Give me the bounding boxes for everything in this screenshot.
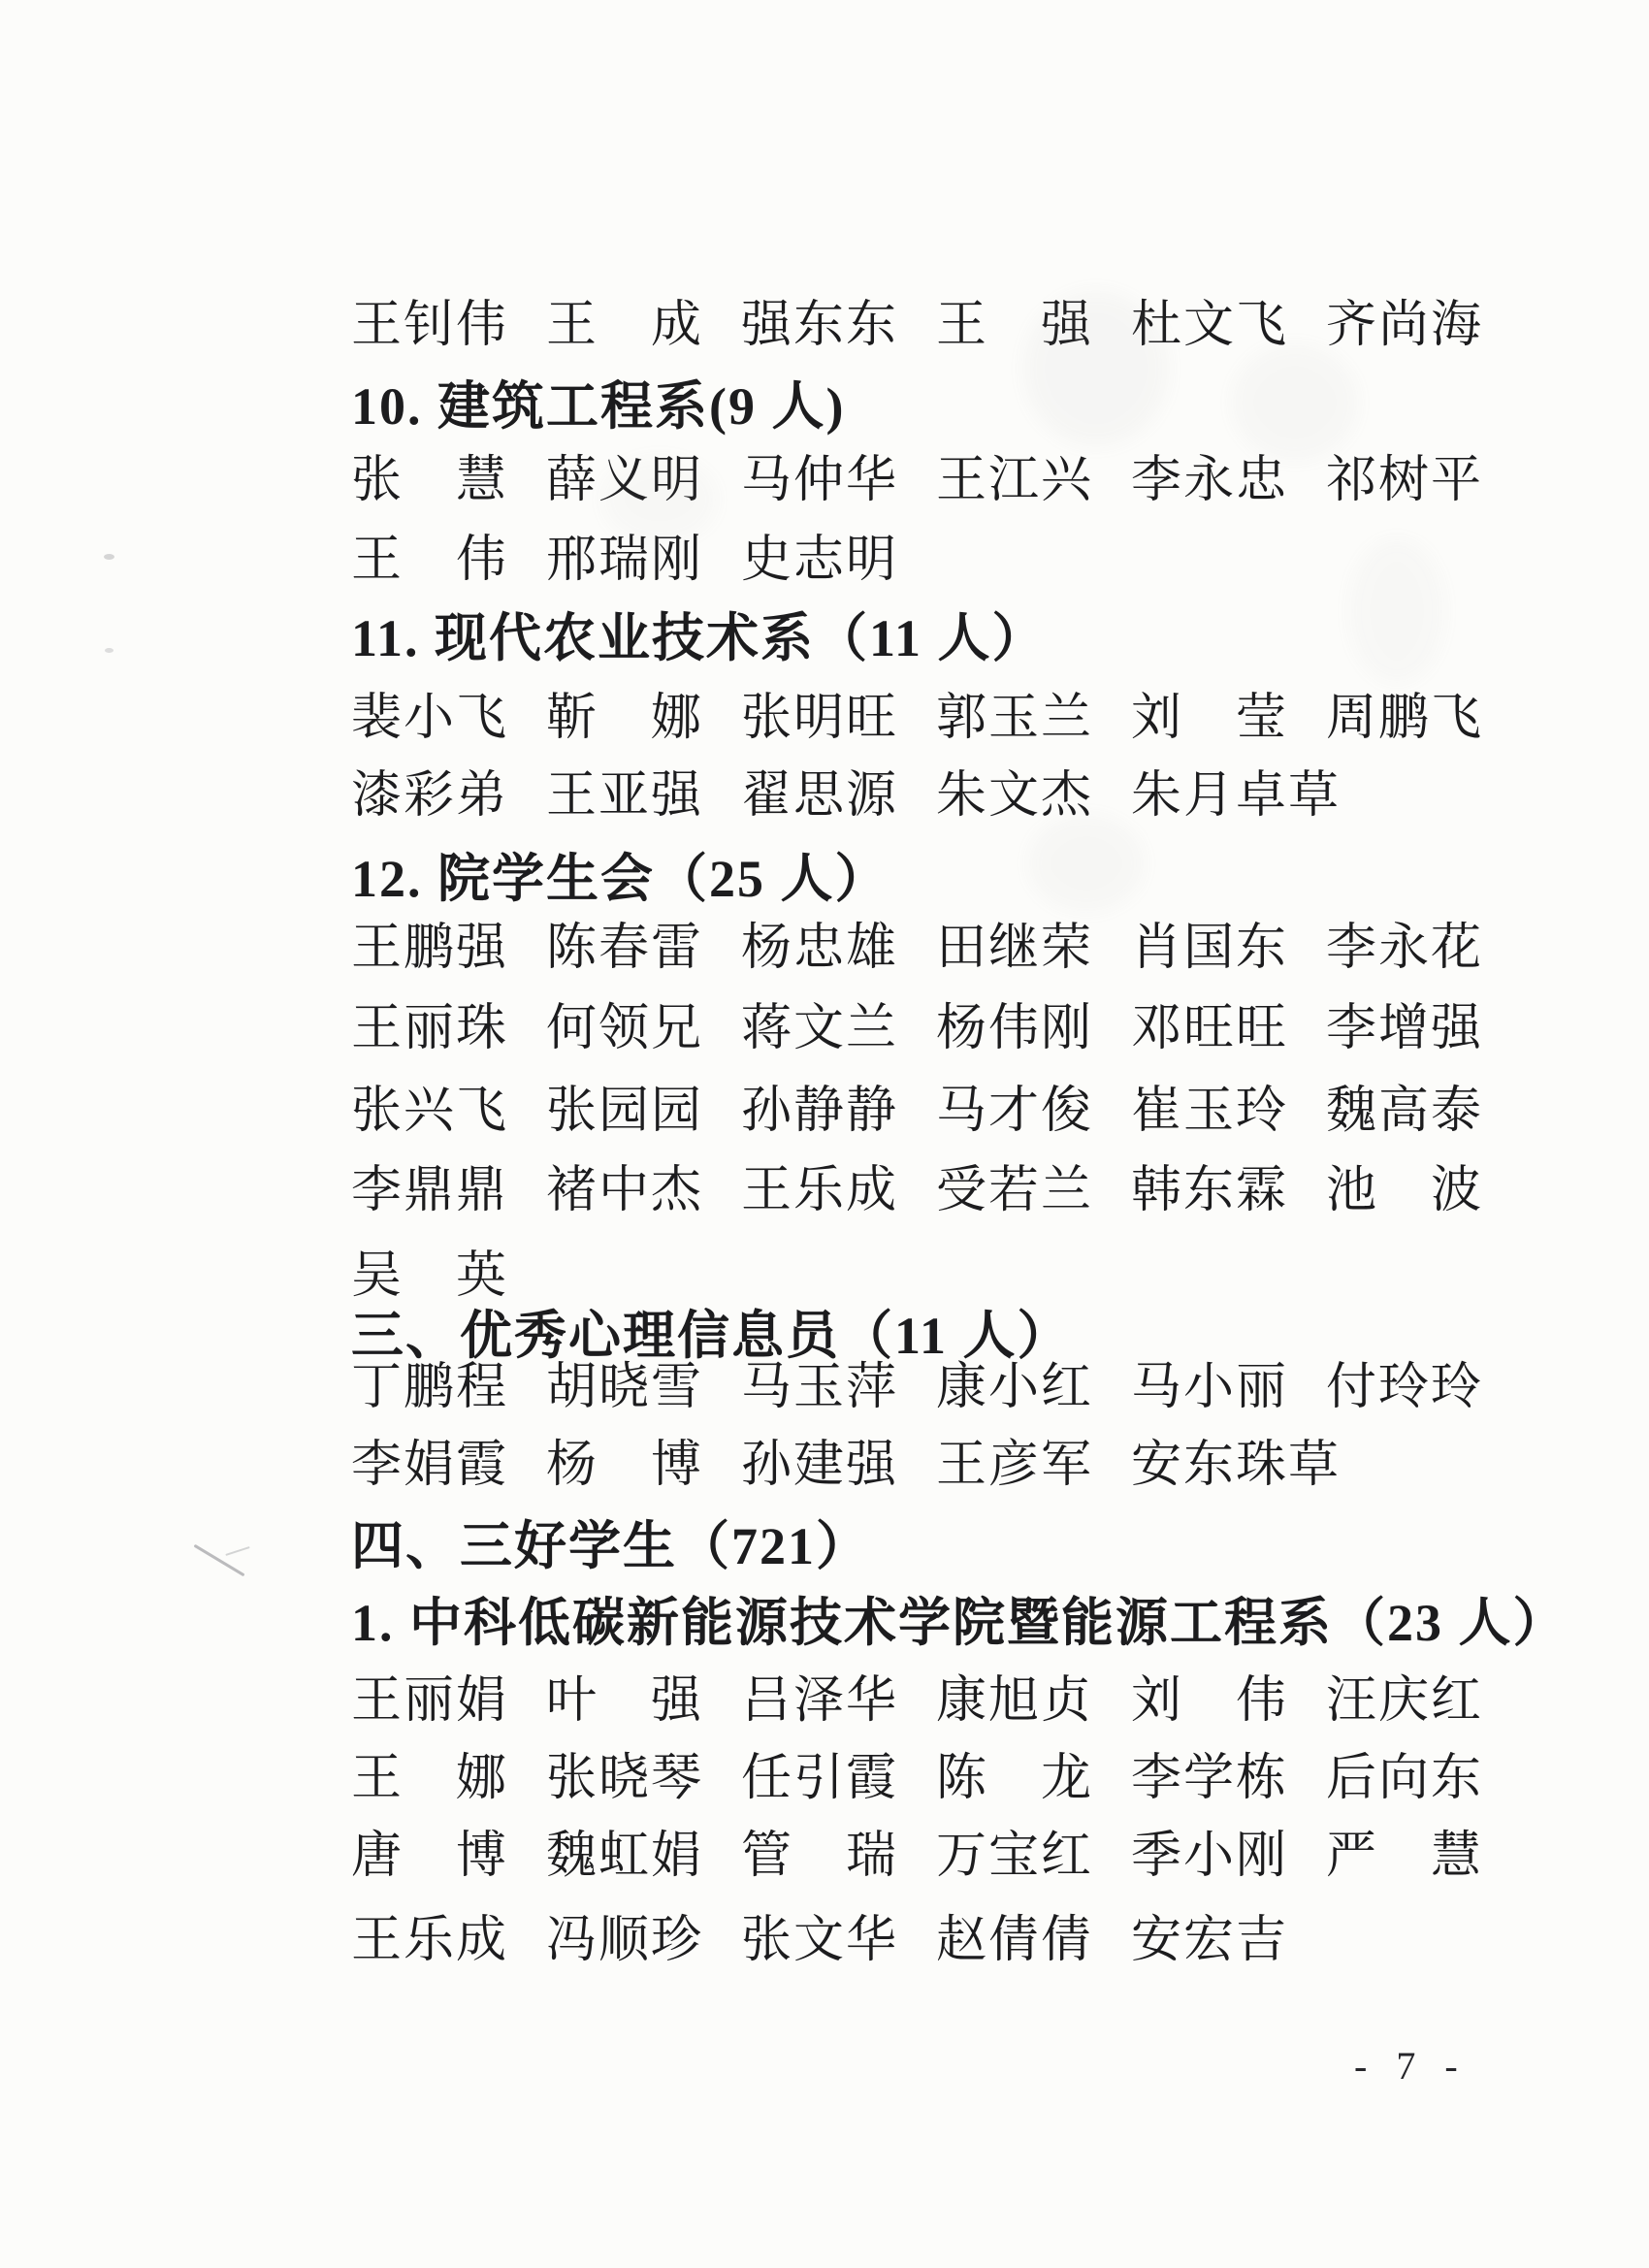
person-name: 吕泽华 (741, 1673, 899, 1729)
person-name: 李永忠 (1131, 453, 1289, 508)
person-name: 王 伟 (351, 533, 509, 588)
person-name: 孙建强 (741, 1438, 899, 1493)
person-name: 王 成 (546, 298, 704, 353)
names-row (351, 1001, 1554, 1061)
person-name: 杨 博 (546, 1438, 704, 1493)
person-name: 刘 伟 (1131, 1673, 1289, 1729)
person-name: 胡晓雪 (546, 1360, 704, 1415)
person-name: 翟思源 (741, 768, 899, 824)
names-row (351, 1084, 1554, 1144)
person-name: 冯顺珍 (546, 1913, 704, 1968)
person-name: 薛义明 (546, 453, 704, 508)
person-name: 马仲华 (741, 453, 899, 508)
person-name: 严 慧 (1326, 1829, 1484, 1884)
person-name: 张 慧 (351, 453, 509, 508)
person-name: 朱月卓草 (1131, 768, 1342, 824)
person-name: 周鹏飞 (1326, 691, 1484, 746)
names-row (351, 1673, 1554, 1733)
person-name: 韩东霖 (1131, 1163, 1289, 1218)
person-name: 杨伟刚 (936, 1001, 1094, 1056)
person-name: 张文华 (741, 1913, 899, 1968)
person-name: 王 强 (936, 298, 1094, 353)
names-row (351, 1438, 1554, 1498)
names-row (351, 691, 1554, 751)
person-name: 叶 强 (546, 1673, 704, 1729)
person-name: 田继荣 (936, 921, 1094, 976)
names-row (351, 1829, 1554, 1889)
person-name: 王钊伟 (351, 298, 509, 353)
names-row (351, 533, 1554, 593)
group-heading: 1. 中科低碳新能源技术学院暨能源工程系（23 人） (351, 1594, 1568, 1652)
person-name: 张明旺 (741, 691, 899, 746)
person-name: 张晓琴 (546, 1751, 704, 1806)
person-name: 任引霞 (741, 1751, 899, 1806)
person-name: 张兴飞 (351, 1084, 509, 1139)
person-name: 强东东 (741, 298, 899, 353)
person-name: 史志明 (741, 533, 899, 588)
person-name: 康旭贞 (936, 1673, 1094, 1729)
person-name: 王丽珠 (351, 1001, 509, 1056)
person-name: 何领兄 (546, 1001, 704, 1056)
person-name: 裴小飞 (351, 691, 509, 746)
person-name: 王 娜 (351, 1751, 509, 1806)
person-name: 肖国东 (1131, 921, 1289, 976)
person-name: 受若兰 (936, 1163, 1094, 1218)
person-name: 后向东 (1326, 1751, 1484, 1806)
pen-scratch-artifact (194, 1544, 245, 1576)
group-heading: 11. 现代农业技术系（11 人） (351, 609, 1047, 667)
person-name: 杨忠雄 (741, 921, 899, 976)
group-heading: 10. 建筑工程系(9 人) (351, 377, 846, 436)
person-name: 魏虹娟 (546, 1829, 704, 1884)
person-name: 吴 英 (351, 1248, 509, 1304)
scan-speck-artifact (105, 648, 113, 653)
person-name: 李鼎鼎 (351, 1163, 509, 1218)
person-name: 蒋文兰 (741, 1001, 899, 1056)
names-row (351, 1248, 1554, 1309)
names-row (351, 768, 1554, 828)
person-name: 马玉萍 (741, 1360, 899, 1415)
person-name: 刘 莹 (1131, 691, 1289, 746)
person-name: 王乐成 (741, 1163, 899, 1218)
scan-speck-artifact (104, 554, 114, 560)
names-row (351, 1163, 1554, 1223)
names-row (351, 1360, 1554, 1420)
section-heading: 三、优秀心理信息员（11 人） (351, 1307, 1072, 1365)
person-name: 管 瑞 (741, 1829, 899, 1884)
person-name: 杜文飞 (1131, 298, 1289, 353)
names-row (351, 1751, 1554, 1811)
person-name: 万宝红 (936, 1829, 1094, 1884)
names-row (351, 921, 1554, 981)
person-name: 张园园 (546, 1084, 704, 1139)
person-name: 安宏吉 (1131, 1913, 1289, 1968)
person-name: 李学栋 (1131, 1751, 1289, 1806)
person-name: 王鹏强 (351, 921, 509, 976)
names-row (351, 1913, 1554, 1973)
person-name: 赵倩倩 (936, 1913, 1094, 1968)
person-name: 马才俊 (936, 1084, 1094, 1139)
person-name: 陈春雷 (546, 921, 704, 976)
person-name: 王彦军 (936, 1438, 1094, 1493)
names-row (351, 453, 1554, 513)
person-name: 褚中杰 (546, 1163, 704, 1218)
person-name: 陈 龙 (936, 1751, 1094, 1806)
person-name: 李娟霞 (351, 1438, 509, 1493)
person-name: 唐 博 (351, 1829, 509, 1884)
person-name: 王丽娟 (351, 1673, 509, 1729)
person-name: 朱文杰 (936, 768, 1094, 824)
person-name: 安东珠草 (1131, 1438, 1342, 1493)
pen-scratch-artifact (225, 1546, 249, 1556)
person-name: 崔玉玲 (1131, 1084, 1289, 1139)
person-name: 魏高泰 (1326, 1084, 1484, 1139)
person-name: 祁树平 (1326, 453, 1484, 508)
person-name: 漆彩弟 (351, 768, 509, 824)
page-number: - 7 - (1354, 2044, 1468, 2088)
person-name: 郭玉兰 (936, 691, 1094, 746)
person-name: 池 波 (1326, 1163, 1484, 1218)
person-name: 靳 娜 (546, 691, 704, 746)
scan-smudge-artifact (1028, 815, 1145, 912)
person-name: 齐尚海 (1326, 298, 1484, 353)
person-name: 邓旺旺 (1131, 1001, 1289, 1056)
person-name: 李增强 (1326, 1001, 1484, 1056)
scan-smudge-artifact (1232, 344, 1358, 461)
group-heading: 12. 院学生会（25 人） (351, 850, 889, 908)
person-name: 季小刚 (1131, 1829, 1289, 1884)
person-name: 王亚强 (546, 768, 704, 824)
person-name: 王乐成 (351, 1913, 509, 1968)
person-name: 孙静静 (741, 1084, 899, 1139)
person-name: 王江兴 (936, 453, 1094, 508)
person-name: 邢瑞刚 (546, 533, 704, 588)
person-name: 付玲玲 (1326, 1360, 1484, 1415)
person-name: 丁鹏程 (351, 1360, 509, 1415)
person-name: 汪庆红 (1326, 1673, 1484, 1729)
section-heading: 四、三好学生（721） (351, 1517, 870, 1575)
person-name: 马小丽 (1131, 1360, 1289, 1415)
names-row (351, 298, 1554, 358)
person-name: 康小红 (936, 1360, 1094, 1415)
person-name: 李永花 (1326, 921, 1484, 976)
